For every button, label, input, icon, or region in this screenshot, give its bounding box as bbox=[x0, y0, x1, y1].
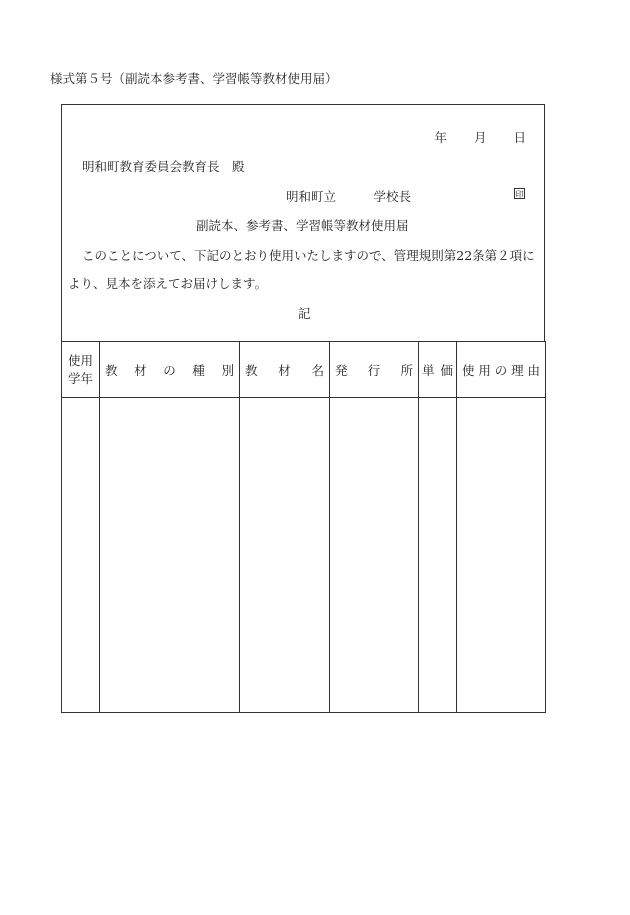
addressee: 明和町教育委員会教育長 殿 bbox=[82, 159, 245, 174]
header-grade-line1: 使用 bbox=[67, 352, 93, 368]
header-char: 理 bbox=[511, 362, 524, 378]
header-char: 所 bbox=[400, 362, 413, 378]
date-line bbox=[434, 128, 526, 146]
seal-mark: 印 bbox=[515, 190, 524, 199]
header-char: 用 bbox=[478, 362, 491, 378]
table-row bbox=[62, 398, 546, 713]
header-char: 教 bbox=[105, 362, 118, 378]
header-unit-price bbox=[419, 342, 457, 398]
date-day: 日 bbox=[513, 130, 526, 145]
header-char: 教 bbox=[245, 362, 258, 378]
header-grade bbox=[62, 342, 100, 398]
header-char: 使 bbox=[462, 362, 475, 378]
header-char: の bbox=[494, 362, 508, 378]
header-char: 種 bbox=[192, 362, 205, 378]
table-header-row bbox=[62, 342, 546, 398]
header-char: 由 bbox=[527, 362, 540, 378]
header-char: 行 bbox=[367, 362, 381, 378]
date-month: 月 bbox=[473, 130, 487, 145]
body-line-1: このことについて、下記のとおり使用いたしますので、管理規則第22条第２項に bbox=[82, 248, 535, 263]
header-char: 材 bbox=[134, 362, 147, 378]
cell-material-type[interactable] bbox=[100, 398, 240, 713]
material-table bbox=[61, 341, 546, 713]
cell-publisher[interactable] bbox=[330, 398, 419, 713]
header-char: 名 bbox=[311, 362, 324, 378]
header-publisher bbox=[330, 342, 419, 398]
cell-reason[interactable] bbox=[457, 398, 546, 713]
header-char: 価 bbox=[440, 362, 453, 378]
header-material-type bbox=[100, 342, 240, 398]
header-grade-line2: 学年 bbox=[67, 370, 93, 386]
header-char: の bbox=[163, 362, 176, 378]
sender-school: 明和町立 学校長 bbox=[286, 189, 412, 204]
header-reason bbox=[457, 342, 546, 398]
document-title: 副読本、参考書、学習帳等教材使用届 bbox=[196, 218, 409, 233]
header-char: 別 bbox=[221, 362, 234, 378]
cell-grade[interactable] bbox=[62, 398, 100, 713]
header-char: 単 bbox=[422, 362, 435, 378]
ki-heading: 記 bbox=[298, 306, 311, 321]
cell-unit-price[interactable] bbox=[419, 398, 457, 713]
header-char: 材 bbox=[278, 362, 291, 378]
date-year: 年 bbox=[434, 130, 447, 145]
body-line-2: より、見本を添えてお届けします。 bbox=[68, 276, 268, 291]
form-number: 様式第５号（副読本参考書、学習帳等教材使用届） bbox=[50, 71, 338, 86]
header-material-name bbox=[240, 342, 330, 398]
header-char: 発 bbox=[335, 362, 348, 378]
form-header-box bbox=[61, 104, 545, 341]
cell-material-name[interactable] bbox=[240, 398, 330, 713]
